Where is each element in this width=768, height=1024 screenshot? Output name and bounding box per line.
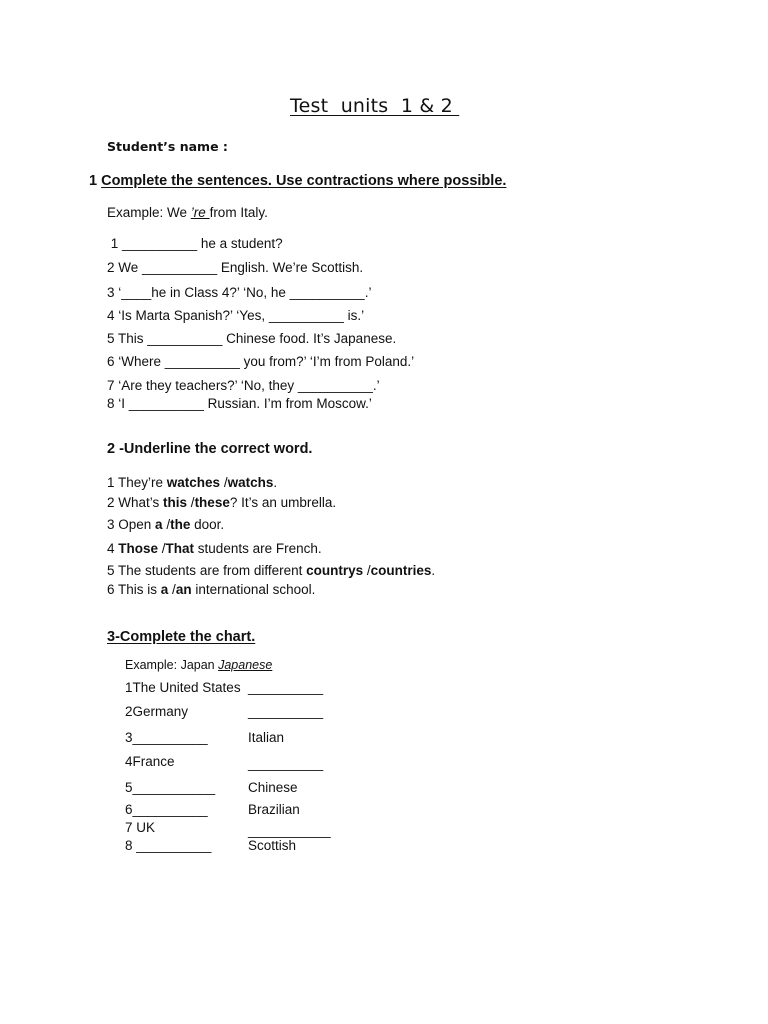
section1-item-4: 4 ‘Is Marta Spanish?’ ‘Yes, __________ is.’ [107, 308, 365, 323]
section1-item-2: 2 We __________ English. We’re Scottish. [107, 260, 364, 275]
option-b: an [175, 582, 192, 597]
section1-heading [89, 173, 506, 190]
item-text: . [273, 475, 278, 490]
section1-item-8: 8 ‘I __________ Russian. I’m from Moscow.’ [107, 396, 372, 411]
section1-item-3: 3 ‘____he in Class 4?’ ‘No, he __________.’ [107, 285, 372, 300]
section2-item-1 [107, 475, 277, 491]
item-text: 3 Open [107, 517, 156, 532]
chart-row-8-right: Scottish [248, 838, 297, 853]
chart-row-6-right: Brazilian [248, 802, 300, 817]
chart-row-7-right: ___________ [248, 823, 331, 838]
section1-item-5: 5 This __________ Chinese food. It’s Japanese. [107, 331, 397, 346]
option-separator: / [363, 563, 371, 578]
chart-row-2-left: 2Germany [125, 704, 189, 719]
chart-row-5-left: 5___________ [125, 780, 216, 795]
option-a: this [163, 495, 188, 510]
option-separator: / [162, 517, 171, 532]
section1-heading-text: Complete the sentences. Use contractions where possible. [101, 173, 507, 189]
option-a: Those [118, 541, 159, 556]
chart-row-5-right: Chinese [248, 780, 298, 795]
chart-row-2-right: __________ [248, 704, 324, 719]
item-text: 4 [107, 541, 119, 556]
chart-row-3-right: Italian [248, 730, 285, 745]
example-answer: ’re [190, 205, 210, 220]
section2-item-3 [107, 517, 224, 533]
section1-example [107, 205, 268, 221]
section2-heading: 2 -Underline the correct word. [107, 441, 313, 457]
item-text: 1 They’re [107, 475, 167, 490]
section2-item-2 [107, 495, 336, 511]
option-b: watchs [227, 475, 274, 490]
item-text: 6 This is [107, 582, 161, 597]
page-title: Test units 1 & 2 [290, 95, 460, 117]
section3-example [125, 658, 272, 672]
section1-item-1: 1 __________ he a student? [107, 236, 283, 251]
example-answer: Japanese [218, 658, 273, 672]
section2-item-6 [107, 582, 315, 598]
item-text: . [431, 563, 436, 578]
chart-row-4-left: 4France [125, 754, 175, 769]
item-text: international school. [191, 582, 316, 597]
example-prefix: Example: Japan [125, 658, 219, 672]
section3-heading: 3-Complete the chart. [107, 629, 256, 645]
section1-item-7: 7 ‘Are they teachers?’ ‘No, they __________.’ [107, 378, 380, 393]
student-name-label: Student’s name : [107, 139, 228, 154]
item-text: door. [190, 517, 225, 532]
option-a: a [155, 517, 163, 532]
item-text: students are French. [194, 541, 322, 556]
option-b: these [194, 495, 230, 510]
option-a: a [160, 582, 169, 597]
chart-row-1-left: 1The United States [125, 680, 241, 695]
option-b: the [170, 517, 191, 532]
example-suffix: from Italy. [209, 205, 268, 220]
chart-row-6-left: 6__________ [125, 802, 208, 817]
chart-row-7-left: 7 UK [125, 820, 156, 835]
option-a: watches [166, 475, 221, 490]
option-separator: / [168, 582, 176, 597]
item-text: 5 The students are from different [107, 563, 307, 578]
option-a: countrys [306, 563, 364, 578]
option-separator: / [187, 495, 195, 510]
section2-item-4 [107, 541, 322, 557]
section1-number: 1 [89, 173, 102, 189]
option-separator: / [220, 475, 228, 490]
chart-row-4-right: __________ [248, 756, 324, 771]
option-b: That [165, 541, 195, 556]
item-text: ? It’s an umbrella. [229, 495, 337, 510]
item-text: 2 What’s [107, 495, 164, 510]
chart-row-1-right: __________ [248, 680, 324, 695]
section2-item-5 [107, 563, 435, 579]
option-b: countries [370, 563, 432, 578]
section1-item-6: 6 ‘Where __________ you from?’ ‘I’m from Poland.’ [107, 354, 415, 369]
chart-row-3-left: 3__________ [125, 730, 208, 745]
chart-row-8-left: 8 __________ [125, 838, 212, 853]
example-prefix: Example: We [107, 205, 191, 220]
option-separator: / [158, 541, 166, 556]
